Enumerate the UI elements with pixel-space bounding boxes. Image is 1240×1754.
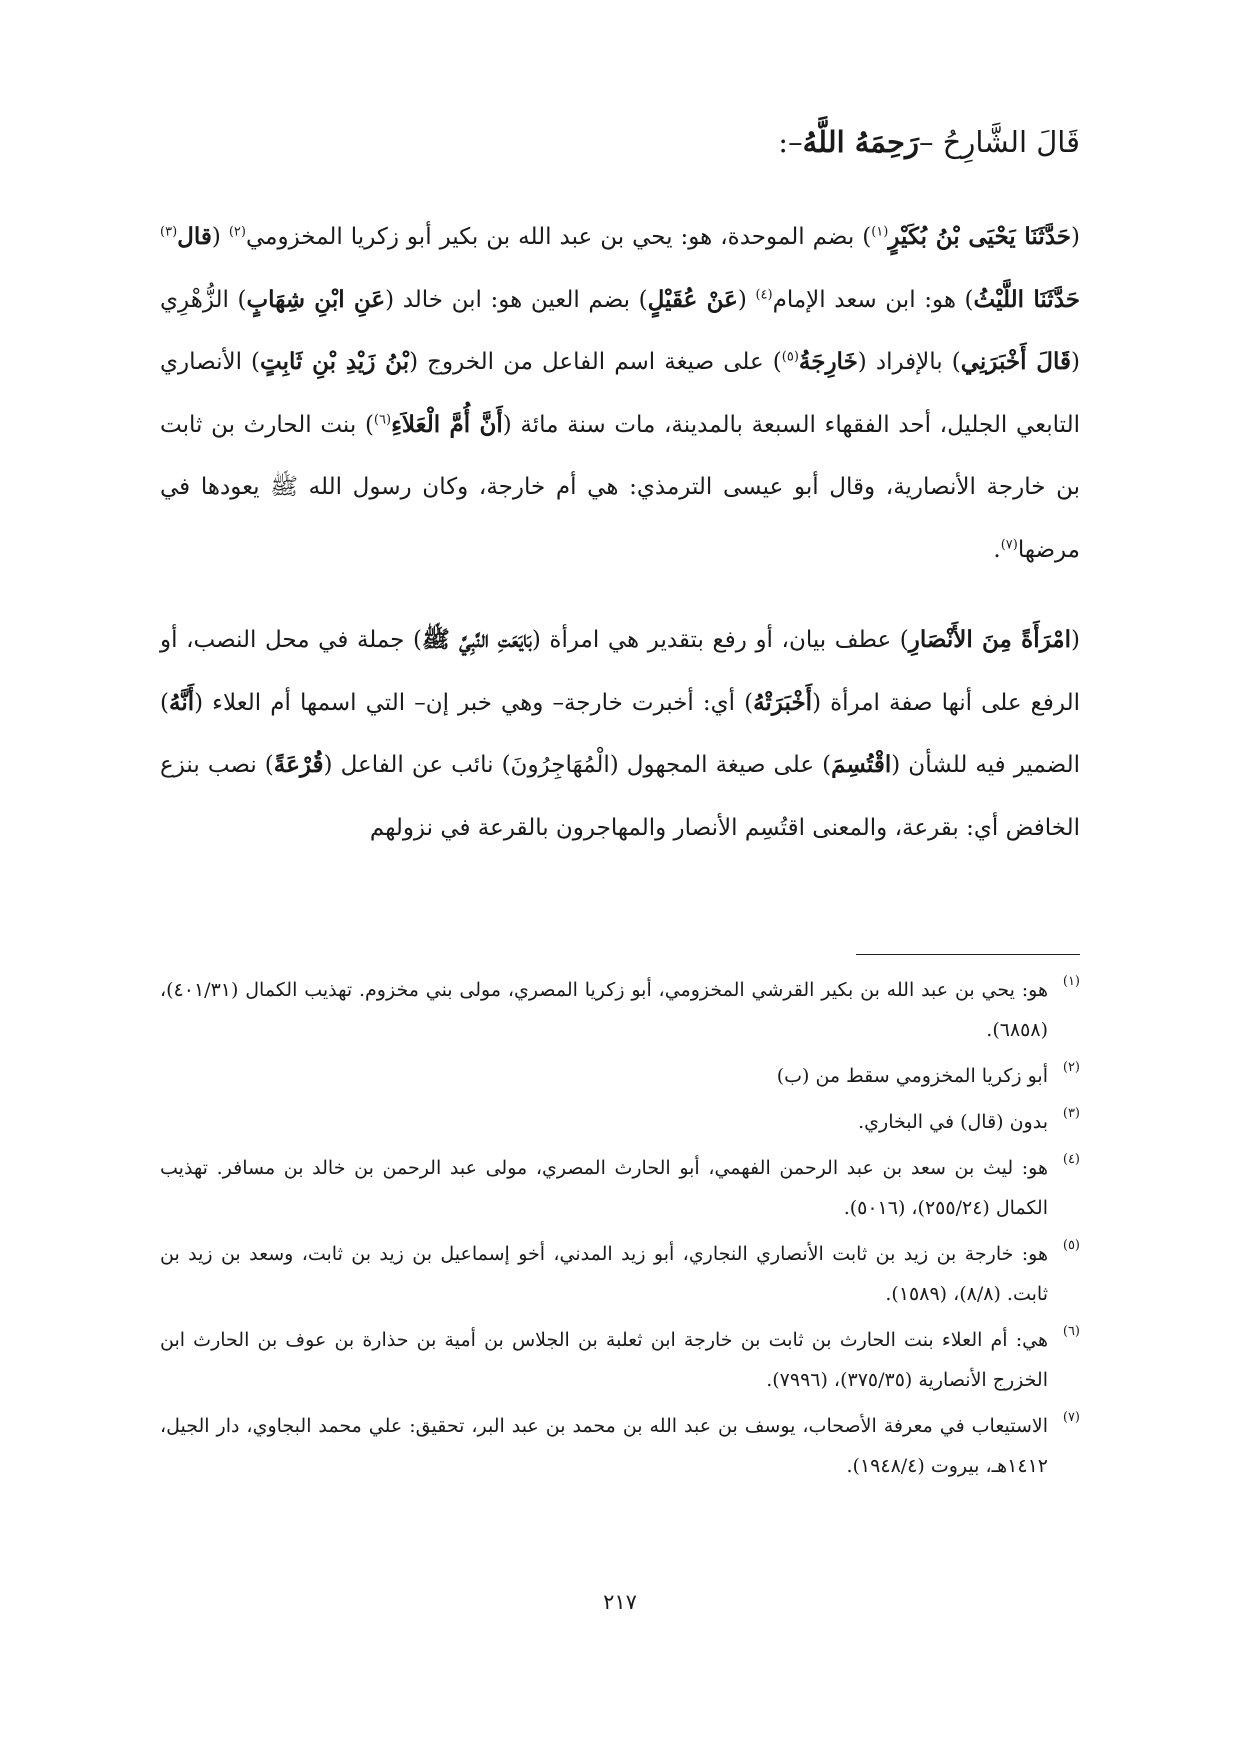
footnote-number: (٥) <box>1062 1238 1080 1253</box>
hadith-text: بْنُ زَيْدِ بْنِ ثَابِتٍ <box>260 348 410 375</box>
hadith-text: بَايَعَتِ النَّبِيَّ ﷺ <box>421 626 532 653</box>
main-text <box>160 206 1080 859</box>
footnote-text: هو: ليث بن سعد بن عبد الرحمن الفهمي، أبو الحارث المصري، مولى عبد الرحمن بن خالد بن مسافر. تهذيب الكمال (٢٥٥/٢٤)، (٥٠١٦). <box>160 1157 1048 1219</box>
text-segment: ) الضمير فيه للشأن ( <box>160 689 1081 778</box>
footnotes <box>160 970 1080 1492</box>
text-segment: ( <box>737 286 756 313</box>
hadith-text: قال <box>177 223 212 250</box>
footnote <box>160 1148 1080 1228</box>
hadith-text: أَخْبَرَتْهُ <box>753 688 813 716</box>
text-segment: ( <box>1071 627 1080 653</box>
section-heading <box>778 118 1080 166</box>
text-segment: ) بضم الموحدة، هو: يحي بن عبد الله بن بكير أبو زكريا المخزومي <box>245 224 872 250</box>
footnote-text: هو: يحي بن عبد الله بن بكير القرشي المخزومي، أبو زكريا المصري، مولى بني مخزوم. تهذيب الكمال (٤٠١/٣١)، (٦٨٥٨). <box>160 979 1048 1041</box>
hadith-text: قُرْعَةً <box>273 751 324 778</box>
footnote-text: هي: أم العلاء بنت الحارث بن ثابت بن خارجة ابن ثعلبة بن الجلاس بن أمية بن حذارة بن عوف بن الحارث ابن الخزرج الأنصارية (٣٧٥/٣٥)، (٧٩٩٦). <box>160 1329 1048 1391</box>
footnote-text: بدون (قال) في البخاري. <box>858 1111 1048 1133</box>
hadith-text: امْرَأَةً مِنَ الأَنْصَارِ <box>908 626 1072 653</box>
text-segment: ) بنت الحارث بن ثابت بن خارجة الأنصارية، وقال أبو عيسى الترمذي: هي أم خارجة، وكان رسول الله ﷺ يعودها في مرضها <box>160 411 1080 563</box>
footnote-number: (٤) <box>1062 1152 1080 1167</box>
text-segment: . <box>993 536 1001 563</box>
footnote-number: (٢) <box>1062 1060 1080 1075</box>
page-number: ٢١٧ <box>603 1590 637 1614</box>
paragraph-2 <box>160 609 1080 859</box>
footnote-number: (٦) <box>1062 1324 1080 1339</box>
footnote-number: (١) <box>1062 974 1080 989</box>
footnote-divider <box>856 954 1080 955</box>
footnote-ref: (١) <box>871 224 889 240</box>
footnote <box>160 1406 1080 1486</box>
footnote-ref: (٤) <box>755 286 773 302</box>
text-segment: ( <box>1071 224 1081 250</box>
text-segment: ) على صيغة المجهول (الْمُهَاجِرُونَ) نائب عن الفاعل ( <box>323 752 832 778</box>
text-segment: ) بضم العين هو: ابن خالد ( <box>385 286 648 313</box>
footnote <box>160 1102 1080 1142</box>
text-segment: ) هو: ابن سعد الإمام <box>772 286 974 313</box>
heading-honorific: رَحِمَهُ اللَّهُ <box>802 125 919 159</box>
text-segment: ) عطف بيان، أو رفع بتقدير هي امرأة ( <box>531 627 909 653</box>
footnote-ref: (٣) <box>160 224 178 240</box>
footnote-number: (٧) <box>1062 1410 1080 1425</box>
hadith-text: حَدَّثَنَا يَحْيَى بْنُ بُكَيْرٍ <box>888 223 1072 250</box>
paragraph-1 <box>160 206 1080 581</box>
footnote <box>160 1056 1080 1096</box>
footnote-ref: (٦) <box>373 411 392 427</box>
text-segment: ) على صيغة اسم الفاعل من الخروج ( <box>409 349 782 375</box>
hadith-text: خَارِجَةُ <box>798 348 858 375</box>
text-segment: ) نصب بنزع الخافض أي: بقرعة، والمعنى اقتُسِم الأنصار والمهاجرون بالقرعة في نزولهم <box>160 752 1080 841</box>
hadith-text: عَنِ ابْنِ شِهَابٍ <box>246 285 386 313</box>
hadith-text: قَالَ أَخْبَرَنِي <box>960 348 1072 375</box>
footnote-text: الاستيعاب في معرفة الأصحاب، يوسف بن عبد الله بن محمد بن عبد البر، تحقيق: علي محمد البجاوي، دار الجيل، ١٤١٢هـ، بيروت (١٩٤٨/٤). <box>160 1415 1048 1477</box>
text-segment: ) بالإفراد ( <box>857 349 961 375</box>
hadith-text: عَنْ عُقَيْلٍ <box>647 285 738 313</box>
footnote-ref: (٧) <box>1000 536 1018 552</box>
footnote-text: أبو زكريا المخزومي سقط من (ب) <box>776 1065 1048 1087</box>
footnote-text: هو: خارجة بن زيد بن ثابت الأنصاري النجاري، أبو زيد المدني، أخو إسماعيل بن زيد بن ثابت، وسعد بن زيد بن ثابت. (٨/٨)، (١٥٨٩). <box>160 1243 1048 1305</box>
footnote <box>160 1320 1080 1400</box>
text-segment: ) أي: أخبرت خارجة– وهي خبر إن– التي اسمها أم العلاء ( <box>194 689 754 716</box>
text-segment: ) جملة في محل النصب، أو الرفع على أنها صفة امرأة ( <box>160 627 1080 716</box>
text-segment: ) الزُّهْرِي ( <box>160 286 1080 375</box>
footnote <box>160 970 1080 1050</box>
hadith-text: أَنَّهُ <box>168 688 195 716</box>
hadith-text: اقْتُسِمَ <box>831 751 892 778</box>
text-segment: ) الأنصاري التابعي الجليل، أحد الفقهاء السبعة بالمدينة، مات سنة مائة ( <box>160 349 1080 438</box>
hadith-text: حَدَّثَنَا اللَّيْثُ <box>973 285 1080 313</box>
heading-suffix: –: <box>778 125 803 159</box>
footnote-number: (٣) <box>1062 1106 1080 1121</box>
hadith-text: أَنَّ أُمَّ الْعَلاَءِ <box>391 410 503 438</box>
footnote-ref: (٢) <box>228 224 246 240</box>
heading-prefix: قَالَ الشَّارِحُ – <box>918 125 1080 159</box>
text-segment: ( <box>211 224 229 250</box>
footnote-ref: (٥) <box>781 349 799 365</box>
footnote <box>160 1234 1080 1314</box>
